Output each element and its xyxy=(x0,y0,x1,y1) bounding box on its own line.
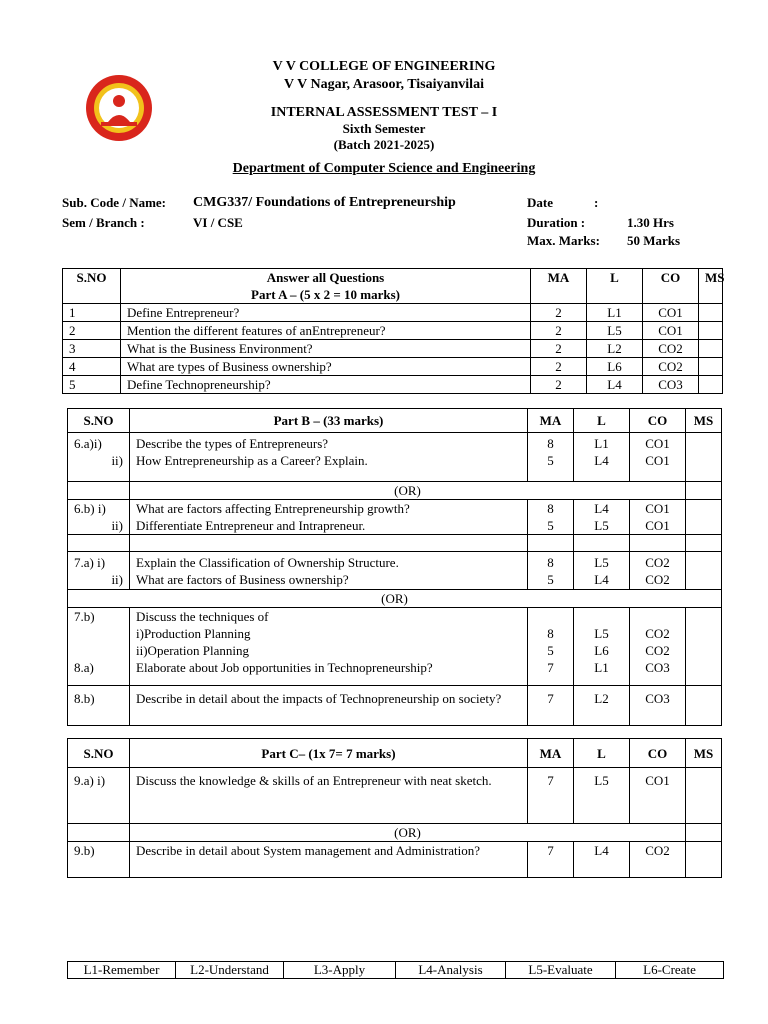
blank-cell xyxy=(130,535,528,552)
table-row xyxy=(68,659,722,685)
legend-item: L6-Create xyxy=(616,962,724,979)
level-value: L1 xyxy=(594,436,609,451)
marks: 2 xyxy=(531,322,587,340)
question-number-part: ii) xyxy=(111,518,123,533)
course-outcome: CO1 xyxy=(643,322,699,340)
marks-value: 5 xyxy=(547,518,554,533)
question-number: 9.b) xyxy=(68,842,130,878)
level xyxy=(574,500,630,535)
question-line: Discuss the techniques of xyxy=(136,609,269,624)
level: L2 xyxy=(574,685,630,725)
part-c-title: Part C– (1x 7= 7 marks) xyxy=(130,739,528,768)
or-separator: (OR) xyxy=(68,590,722,608)
or-row xyxy=(68,824,722,842)
duration-value: 1.30 Hrs xyxy=(627,215,674,230)
marks: 2 xyxy=(531,340,587,358)
question-line: Describe the types of Entrepreneurs? xyxy=(136,436,329,451)
question-text xyxy=(130,608,528,660)
question-line: i)Production Planning xyxy=(136,626,251,641)
sub-code-value: CMG337/ Foundations of Entrepreneurship xyxy=(193,195,456,210)
level-value: L5 xyxy=(594,518,609,533)
date-colon: : xyxy=(594,195,599,210)
part-c-ma-header: MA xyxy=(528,739,574,768)
table-row xyxy=(68,768,722,824)
level-value: L4 xyxy=(594,501,609,516)
marks-scored xyxy=(699,304,723,322)
co-value: CO2 xyxy=(645,555,670,570)
marks: 7 xyxy=(528,842,574,878)
course-outcome: CO2 xyxy=(643,340,699,358)
level: L1 xyxy=(587,304,643,322)
marks-value: 5 xyxy=(547,453,554,468)
table-row xyxy=(68,433,722,482)
level: L4 xyxy=(574,842,630,878)
part-b-l-header: L xyxy=(574,409,630,433)
question-line: What are factors affecting Entrepreneurship growth? xyxy=(136,501,410,516)
marks: 7 xyxy=(528,685,574,725)
marks-value: 5 xyxy=(547,643,554,658)
college-address: V V Nagar, Arasoor, Tisaiyanvilai xyxy=(284,77,484,92)
sub-code-label: Sub. Code / Name: xyxy=(62,195,167,210)
question-text: Elaborate about Job opportunities in Technopreneurship? xyxy=(130,659,528,685)
question-text: Define Entrepreneur? xyxy=(121,304,531,322)
question-text: Describe in detail about System management and Administration? xyxy=(130,842,528,878)
marks-scored xyxy=(686,433,722,482)
course-outcome: CO2 xyxy=(643,358,699,376)
marks: 2 xyxy=(531,304,587,322)
question-text: What is the Business Environment? xyxy=(121,340,531,358)
or-separator: (OR) xyxy=(130,482,686,500)
test-title: INTERNAL ASSESSMENT TEST – I xyxy=(270,105,498,120)
part-a-l-header: L xyxy=(587,269,643,304)
part-a-marks: Part A – (5 x 2 = 10 marks) xyxy=(251,287,400,302)
question-text xyxy=(130,552,528,590)
part-a-title xyxy=(121,269,531,304)
or-row xyxy=(68,590,722,608)
marks-scored xyxy=(686,768,722,824)
co-value: CO2 xyxy=(645,643,670,658)
co-value: CO1 xyxy=(645,501,670,516)
question-text: Discuss the knowledge & skills of an Entrepreneur with neat sketch. xyxy=(130,768,528,824)
co-value: CO1 xyxy=(645,436,670,451)
level: L5 xyxy=(587,322,643,340)
marks-value: 8 xyxy=(547,626,554,641)
part-c-table xyxy=(67,738,722,878)
table-row xyxy=(63,340,723,358)
question-number-part: ii) xyxy=(111,572,123,587)
legend-item: L5-Evaluate xyxy=(506,962,616,979)
question-text: Describe in detail about the impacts of Technopreneurship on society? xyxy=(130,685,528,725)
question-text xyxy=(130,433,528,482)
or-row xyxy=(68,482,722,500)
course-outcome: CO3 xyxy=(630,659,686,685)
question-text: What are types of Business ownership? xyxy=(121,358,531,376)
marks-scored xyxy=(686,842,722,878)
max-marks-label: Max. Marks: xyxy=(527,233,600,248)
marks-scored xyxy=(699,358,723,376)
question-number-part: 7.a) i) xyxy=(74,555,106,570)
part-b-ma-header: MA xyxy=(528,409,574,433)
part-c-l-header: L xyxy=(574,739,630,768)
co-value: CO1 xyxy=(645,453,670,468)
bloom-level-legend xyxy=(67,961,724,979)
question-text: Define Technopreneurship? xyxy=(121,376,531,394)
marks-value: 8 xyxy=(547,436,554,451)
part-a-ms-header: MS xyxy=(699,269,723,304)
marks-scored xyxy=(686,608,722,686)
table-row xyxy=(63,322,723,340)
course-outcome: CO2 xyxy=(630,842,686,878)
table-row xyxy=(68,500,722,535)
marks-scored xyxy=(699,322,723,340)
question-line: How Entrepreneurship as a Career? Explain. xyxy=(136,453,368,468)
level-value: L4 xyxy=(594,453,609,468)
part-b-table xyxy=(67,408,722,726)
question-number xyxy=(68,433,130,482)
level: L1 xyxy=(574,659,630,685)
college-name: V V COLLEGE OF ENGINEERING xyxy=(272,59,496,74)
marks-scored xyxy=(686,685,722,725)
question-number-part: 6.b) i) xyxy=(74,501,106,516)
marks-value: 8 xyxy=(547,555,554,570)
part-a-co-header: CO xyxy=(643,269,699,304)
or-separator: (OR) xyxy=(130,824,686,842)
marks: 7 xyxy=(528,659,574,685)
marks xyxy=(528,552,574,590)
marks-scored xyxy=(699,376,723,394)
marks: 7 xyxy=(528,768,574,824)
course-outcome xyxy=(630,608,686,660)
table-row xyxy=(63,358,723,376)
course-outcome: CO3 xyxy=(630,685,686,725)
blank-cell xyxy=(528,535,574,552)
question-number: 4 xyxy=(63,358,121,376)
marks-scored xyxy=(699,340,723,358)
blank-cell xyxy=(68,535,130,552)
marks xyxy=(528,433,574,482)
part-b-title: Part B – (33 marks) xyxy=(130,409,528,433)
question-number-part: ii) xyxy=(111,453,123,468)
blank-cell xyxy=(686,535,722,552)
legend-item: L4-Analysis xyxy=(396,962,506,979)
part-a-sno-header: S.NO xyxy=(63,269,121,304)
course-outcome: CO1 xyxy=(630,768,686,824)
table-row xyxy=(63,304,723,322)
question-number: 2 xyxy=(63,322,121,340)
legend-item: L2-Understand xyxy=(176,962,284,979)
spacer-row xyxy=(68,535,722,552)
level xyxy=(574,433,630,482)
course-outcome: CO3 xyxy=(643,376,699,394)
legend-item: L3-Apply xyxy=(284,962,396,979)
department: Department of Computer Science and Engineering xyxy=(232,161,536,176)
part-a-ma-header: MA xyxy=(531,269,587,304)
blank-cell xyxy=(686,824,722,842)
blank-cell xyxy=(686,482,722,500)
level-value: L5 xyxy=(594,555,609,570)
question-number: 1 xyxy=(63,304,121,322)
blank-cell xyxy=(630,535,686,552)
part-c-ms-header: MS xyxy=(686,739,722,768)
table-row xyxy=(68,552,722,590)
marks-scored xyxy=(686,500,722,535)
sem-value: VI / CSE xyxy=(193,215,243,230)
question-number xyxy=(68,552,130,590)
table-row xyxy=(63,376,723,394)
semester: Sixth Semester xyxy=(342,121,426,136)
sem-label: Sem / Branch : xyxy=(62,215,145,230)
level xyxy=(574,608,630,660)
level-value: L6 xyxy=(594,643,609,658)
table-row xyxy=(68,685,722,725)
duration-label: Duration : xyxy=(527,215,586,230)
marks xyxy=(528,608,574,660)
part-a-table xyxy=(62,268,723,394)
co-value: CO2 xyxy=(645,572,670,587)
date-label: Date xyxy=(527,195,553,210)
blank-cell xyxy=(68,482,130,500)
question-number: 7.b) xyxy=(68,608,130,660)
max-marks-value: 50 Marks xyxy=(627,233,681,248)
level xyxy=(574,552,630,590)
question-line: Explain the Classification of Ownership Structure. xyxy=(136,555,399,570)
part-b-ms-header: MS xyxy=(686,409,722,433)
question-number: 8.a) xyxy=(68,659,130,685)
table-row xyxy=(68,842,722,878)
level-value: L4 xyxy=(594,572,609,587)
question-number: 5 xyxy=(63,376,121,394)
course-outcome xyxy=(630,500,686,535)
co-value: CO1 xyxy=(645,518,670,533)
part-c-co-header: CO xyxy=(630,739,686,768)
question-text: Mention the different features of anEntrepreneur? xyxy=(121,322,531,340)
part-a-instruction: Answer all Questions xyxy=(266,270,385,285)
level: L4 xyxy=(587,376,643,394)
level: L6 xyxy=(587,358,643,376)
question-number xyxy=(68,500,130,535)
marks: 2 xyxy=(531,376,587,394)
level-value: L5 xyxy=(594,626,609,641)
question-line: ii)Operation Planning xyxy=(136,643,250,658)
co-value: CO2 xyxy=(645,626,670,641)
part-b-co-header: CO xyxy=(630,409,686,433)
course-outcome: CO1 xyxy=(643,304,699,322)
question-number: 9.a) i) xyxy=(68,768,130,824)
blank-cell xyxy=(68,824,130,842)
question-number: 3 xyxy=(63,340,121,358)
marks-value: 5 xyxy=(547,572,554,587)
course-outcome xyxy=(630,552,686,590)
part-b-sno-header: S.NO xyxy=(68,409,130,433)
table-row xyxy=(68,608,722,660)
part-c-sno-header: S.NO xyxy=(68,739,130,768)
question-line: Differentiate Entrepreneur and Intrapreneur. xyxy=(136,518,366,533)
legend-item: L1-Remember xyxy=(68,962,176,979)
blank-cell xyxy=(574,535,630,552)
question-line: What are factors of Business ownership? xyxy=(136,572,349,587)
level: L5 xyxy=(574,768,630,824)
batch: (Batch 2021-2025) xyxy=(333,137,435,152)
marks-scored xyxy=(686,552,722,590)
course-outcome xyxy=(630,433,686,482)
marks-value: 8 xyxy=(547,501,554,516)
question-number: 8.b) xyxy=(68,685,130,725)
question-text xyxy=(130,500,528,535)
question-number-part: 6.a)i) xyxy=(74,436,102,451)
marks: 2 xyxy=(531,358,587,376)
level: L2 xyxy=(587,340,643,358)
marks xyxy=(528,500,574,535)
